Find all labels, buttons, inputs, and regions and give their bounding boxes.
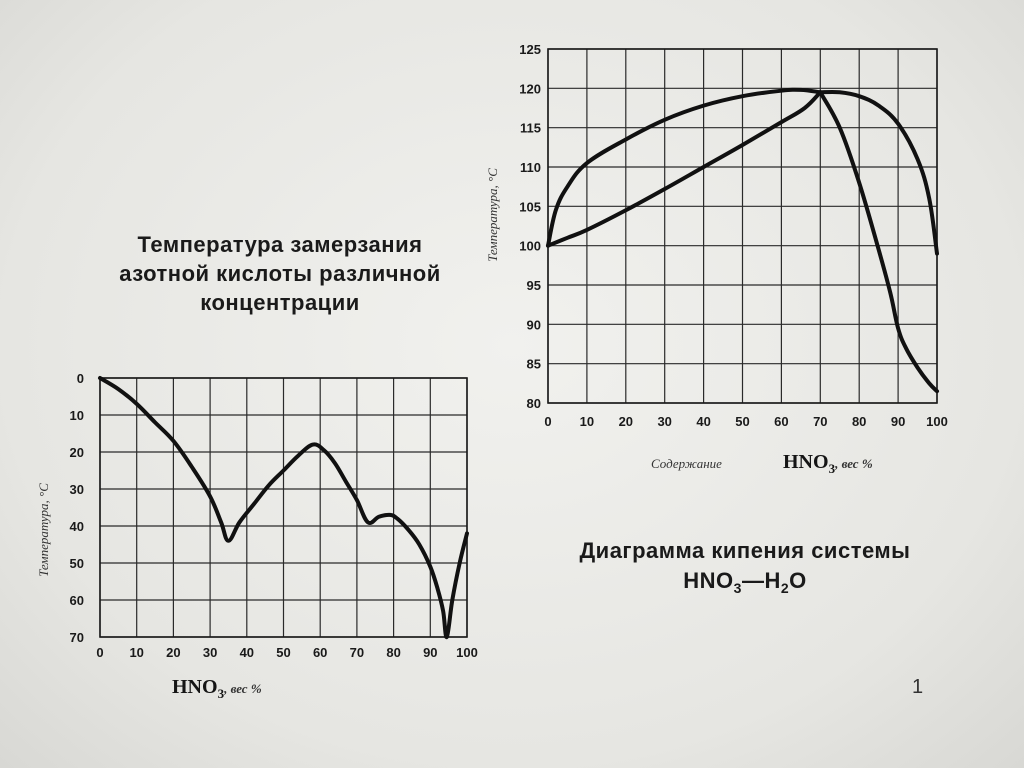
x-tick-label: 90 [423,645,438,660]
y-tick-label: 110 [520,160,541,175]
y-tick-label: 0 [76,371,84,386]
x-tick-label: 10 [129,645,144,660]
x-axis-label [172,676,262,701]
x-axis-label-unit: , вес % [224,681,262,696]
series-line-0 [548,90,820,246]
x-tick-label: 60 [774,414,789,429]
page-number: 1 [912,676,924,698]
x-tick-label: 0 [96,645,104,660]
x-tick-label: 80 [386,645,401,660]
formula-h-sub: 2 [780,580,790,596]
formula-dash: — [741,568,765,593]
y-tick-label: 10 [69,408,84,423]
x-tick-label: 100 [926,414,948,429]
series-line-2 [820,92,937,254]
x-tick-label: 30 [657,414,672,429]
y-tick-label: 115 [520,120,541,136]
x-tick-label: 20 [618,414,634,429]
series-line-1 [548,92,820,245]
x-axis-label-formula: HNO [172,676,218,698]
y-tick-label: 70 [69,630,84,645]
grid [100,378,467,637]
y-tick-label: 100 [519,238,541,254]
y-tick-label: 30 [69,482,84,497]
freezing-point-chart [36,371,478,701]
x-tick-label: 0 [544,414,552,429]
y-tick-label: 80 [526,396,541,411]
x-tick-label: 70 [349,645,365,660]
formula-h: H [764,568,781,593]
y-tick-label: 90 [526,317,541,333]
x-tick-label: 50 [276,645,291,660]
x-axis-label-formula: HNO [783,451,829,473]
title-right-line-1: Диаграмма кипения системы [579,538,911,563]
y-tick-label: 60 [69,593,84,608]
x-tick-label: 80 [851,414,867,429]
y-tick-label: 105 [519,199,541,215]
y-tick-label: 120 [519,81,541,97]
x-tick-label: 60 [312,645,328,660]
y-tick-label: 20 [69,445,84,460]
x-tick-label: 70 [813,414,828,429]
series-line-3 [820,92,937,391]
boiling-diagram-chart [485,42,948,476]
y-tick-label: 40 [69,519,84,534]
formula-hno: HNO [683,568,734,593]
y-tick-label: 95 [526,278,541,293]
x-tick-label: 50 [735,414,750,429]
x-tick-label: 20 [166,645,181,660]
x-axis-label-subscript: 3 [828,461,836,476]
title-left-line-2: азотной кислоты различной [119,261,441,286]
formula-o: O [789,568,807,593]
formula-hno-sub: 3 [733,580,742,596]
x-axis-label-prefix: Содержание [651,456,722,471]
title-left-line-3: концентрации [200,290,360,315]
x-axis-label [783,451,873,476]
x-tick-label: 30 [202,645,218,660]
x-tick-label: 40 [239,645,255,660]
x-axis-label-unit: , вес % [835,456,873,471]
x-axis-label-subscript: 3 [217,686,225,701]
x-tick-label: 100 [456,645,478,660]
y-tick-label: 125 [519,42,541,57]
x-tick-label: 40 [696,414,711,429]
title-left-line-1: Температура замерзания [137,232,423,257]
y-axis-label: Температура, °C [36,483,51,577]
x-tick-label: 10 [579,414,595,429]
y-axis-label: Температура, °C [485,168,500,262]
y-tick-label: 85 [526,356,541,372]
x-tick-label: 90 [890,414,906,429]
y-tick-label: 50 [69,556,84,571]
grid [548,49,937,403]
